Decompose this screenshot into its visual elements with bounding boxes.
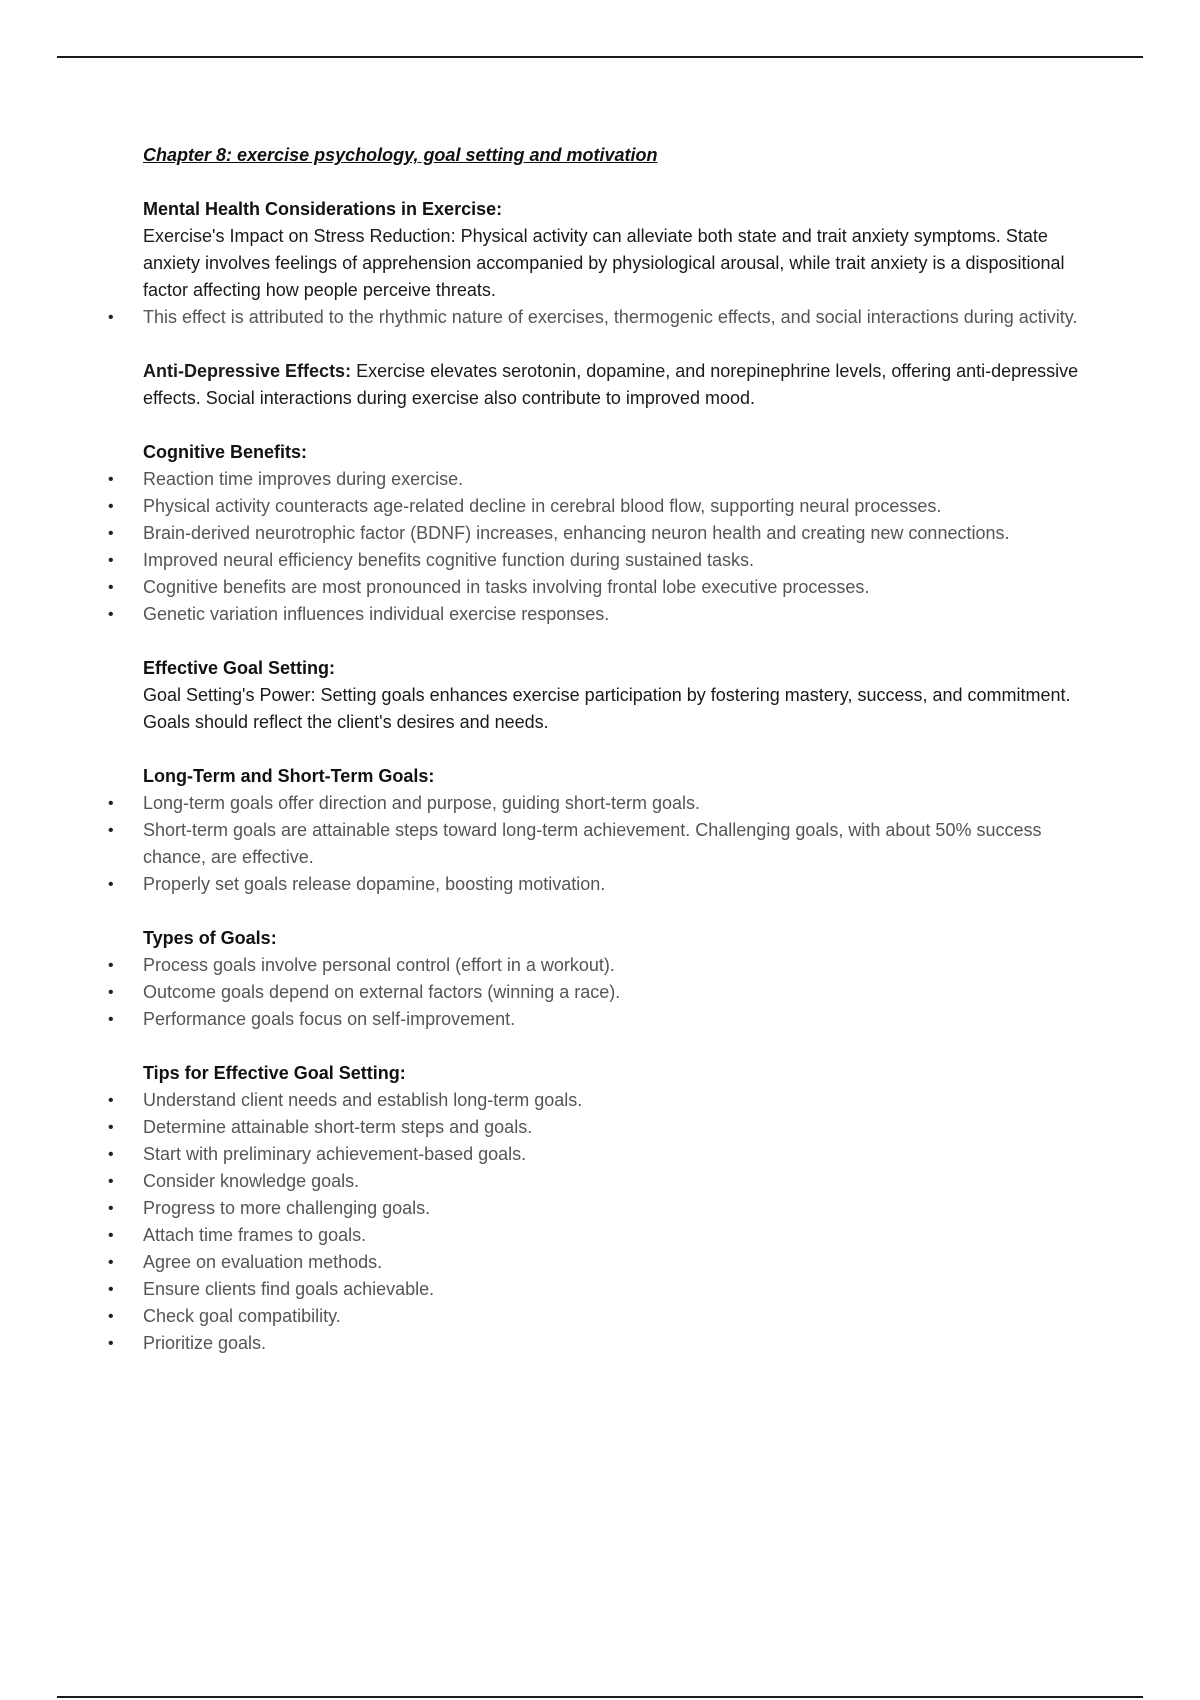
document-body (108, 142, 1083, 1384)
list-item (108, 493, 1083, 520)
list-item-text: Outcome goals depend on external factors (winning a race). (143, 982, 621, 1002)
bullet-icon: • (108, 309, 114, 326)
bullet-icon: • (108, 1308, 114, 1325)
list-item-text: Reaction time improves during exercise. (143, 469, 464, 489)
bullet-icon: • (108, 1173, 114, 1190)
inline-heading: Anti-Depressive Effects: (143, 361, 352, 381)
list-item-text: Improved neural efficiency benefits cognitive function during sustained tasks. (143, 550, 755, 570)
section-paragraph: Goal Setting's Power: Setting goals enhances exercise participation by fostering mastery, success, and commitment. Goals should reflect the client's desires and needs. (143, 685, 1071, 732)
section-types-of-goals (108, 925, 1083, 1033)
section-paragraph (143, 358, 1083, 412)
list-item-text: Agree on evaluation methods. (143, 1252, 383, 1272)
list-item-text: Start with preliminary achievement-based goals. (143, 1144, 527, 1164)
bullet-icon: • (108, 579, 114, 596)
list-item (108, 574, 1083, 601)
section-heading: Types of Goals: (143, 928, 277, 948)
list-item-text: Attach time frames to goals. (143, 1225, 367, 1245)
bullet-list (108, 1087, 1083, 1357)
bullet-icon: • (108, 795, 114, 812)
bullet-icon: • (108, 1200, 114, 1217)
bullet-icon: • (108, 525, 114, 542)
list-item-text: This effect is attributed to the rhythmic nature of exercises, thermogenic effects, and social interactions during activity. (143, 307, 1078, 327)
bullet-icon: • (108, 1227, 114, 1244)
bullet-icon: • (108, 1254, 114, 1271)
list-item (108, 1195, 1083, 1222)
bullet-list (108, 952, 1083, 1033)
section-anti-depressive (143, 358, 1083, 412)
section-goal-setting (143, 655, 1083, 736)
list-item-text: Process goals involve personal control (effort in a workout). (143, 955, 615, 975)
list-item (108, 817, 1083, 871)
bullet-icon: • (108, 876, 114, 893)
list-item (108, 790, 1083, 817)
list-item-text: Consider knowledge goals. (143, 1171, 360, 1191)
list-item (108, 1006, 1083, 1033)
bullet-icon: • (108, 1146, 114, 1163)
bullet-icon: • (108, 1119, 114, 1136)
list-item-text: Understand client needs and establish long-term goals. (143, 1090, 583, 1110)
list-item-text: Cognitive benefits are most pronounced in tasks involving frontal lobe executive processes. (143, 577, 870, 597)
list-item-text: Determine attainable short-term steps and goals. (143, 1117, 533, 1137)
bullet-icon: • (108, 1335, 114, 1352)
section-paragraph: Exercise's Impact on Stress Reduction: Physical activity can alleviate both state and trait anxiety symptoms. State anxiety involves feelings of apprehension accompanied by physiological arousal, while trait anxiety is a dispositional factor affecting how people perceive threats. (143, 226, 1065, 300)
bullet-icon: • (108, 606, 114, 623)
list-item (108, 979, 1083, 1006)
list-item-text: Progress to more challenging goals. (143, 1198, 431, 1218)
bullet-list (108, 304, 1083, 331)
list-item (108, 466, 1083, 493)
section-cognitive-benefits (108, 439, 1083, 628)
section-heading: Cognitive Benefits: (143, 442, 308, 462)
list-item-text: Properly set goals release dopamine, boosting motivation. (143, 874, 606, 894)
section-heading: Tips for Effective Goal Setting: (143, 1063, 406, 1083)
list-item (108, 1141, 1083, 1168)
bullet-icon: • (108, 822, 114, 839)
section-heading: Long-Term and Short-Term Goals: (143, 766, 435, 786)
list-item-text: Long-term goals offer direction and purpose, guiding short-term goals. (143, 793, 700, 813)
list-item (108, 1114, 1083, 1141)
list-item-text: Physical activity counteracts age-related decline in cerebral blood flow, supporting neural processes. (143, 496, 942, 516)
list-item (108, 1222, 1083, 1249)
chapter-title: Chapter 8: exercise psychology, goal setting and motivation (143, 145, 658, 165)
section-tips (108, 1060, 1083, 1357)
list-item-text: Short-term goals are attainable steps toward long-term achievement. Challenging goals, with about 50% success chance, are effective. (143, 820, 1042, 867)
list-item (108, 1168, 1083, 1195)
bullet-icon: • (108, 1011, 114, 1028)
list-item (108, 520, 1083, 547)
bullet-icon: • (108, 957, 114, 974)
list-item (108, 871, 1083, 898)
list-item-text: Brain-derived neurotrophic factor (BDNF) increases, enhancing neuron health and creating new connections. (143, 523, 1010, 543)
list-item (108, 1276, 1083, 1303)
bullet-icon: • (108, 984, 114, 1001)
list-item-text: Check goal compatibility. (143, 1306, 341, 1326)
paragraph-text: Exercise elevates serotonin, dopamine, and norepinephrine levels, offering anti-depressive effects. Social interactions during exercise also contribute to improved mood. (143, 361, 1079, 408)
section-mental-health (108, 196, 1083, 331)
bullet-icon: • (108, 1092, 114, 1109)
top-rule (57, 56, 1143, 58)
list-item-text: Genetic variation influences individual exercise responses. (143, 604, 610, 624)
bullet-list (108, 466, 1083, 628)
bottom-rule (57, 1696, 1143, 1698)
bullet-icon: • (108, 552, 114, 569)
section-long-short-goals (108, 763, 1083, 898)
list-item (108, 1303, 1083, 1330)
list-item (108, 1087, 1083, 1114)
list-item (108, 1249, 1083, 1276)
list-item-text: Ensure clients find goals achievable. (143, 1279, 435, 1299)
bullet-icon: • (108, 471, 114, 488)
list-item (108, 601, 1083, 628)
list-item (108, 1330, 1083, 1357)
list-item (108, 952, 1083, 979)
list-item-text: Performance goals focus on self-improvement. (143, 1009, 516, 1029)
section-heading: Mental Health Considerations in Exercise: (143, 199, 503, 219)
section-heading: Effective Goal Setting: (143, 658, 336, 678)
list-item-text: Prioritize goals. (143, 1333, 267, 1353)
list-item (108, 547, 1083, 574)
bullet-list (108, 790, 1083, 898)
bullet-icon: • (108, 498, 114, 515)
list-item (108, 304, 1083, 331)
bullet-icon: • (108, 1281, 114, 1298)
